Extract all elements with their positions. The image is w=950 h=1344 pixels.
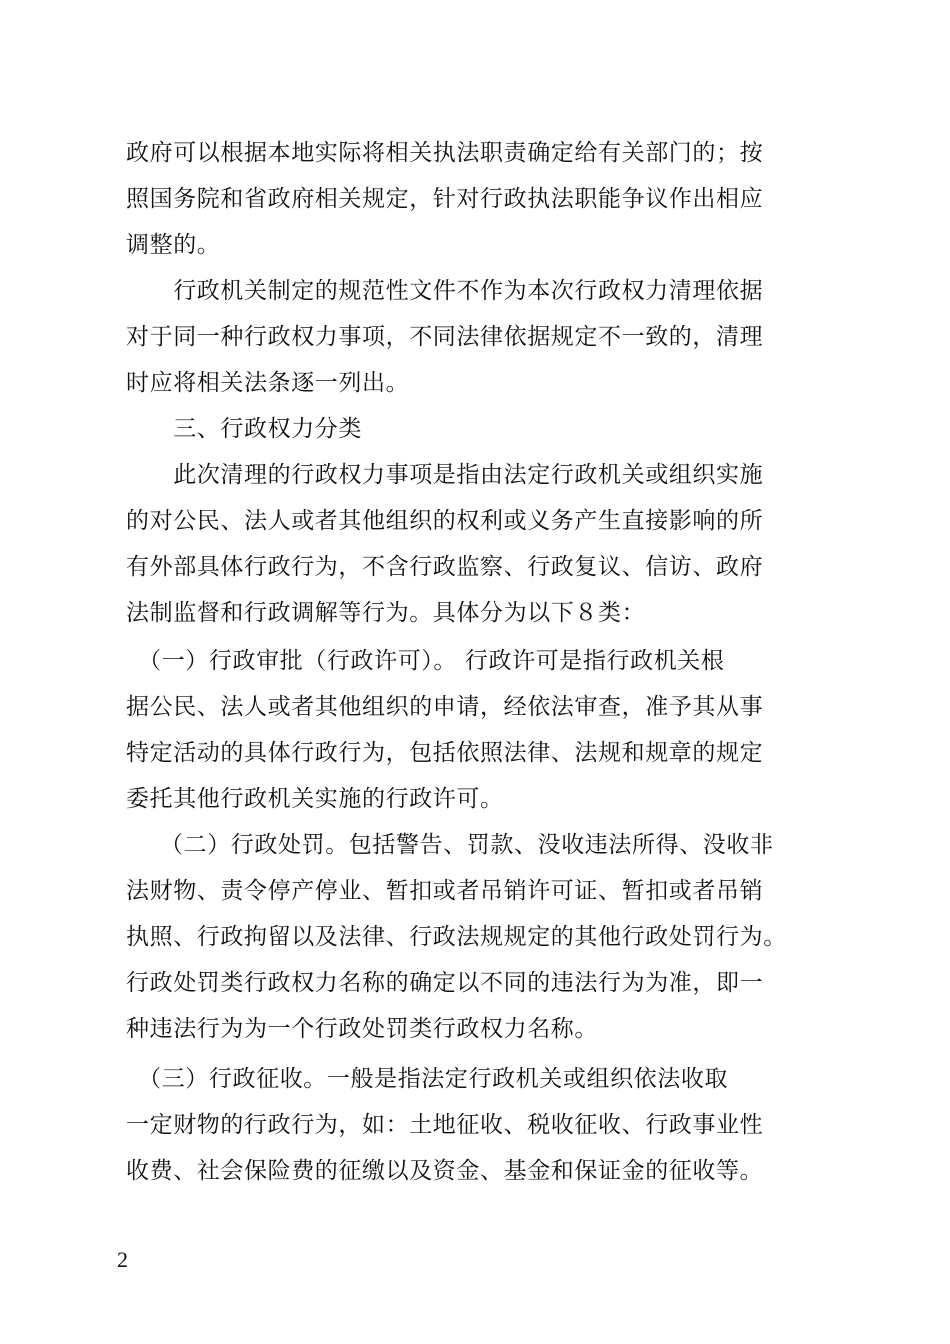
text-line: 收费、社会保险费的征缴以及资金、基金和保证金的征收等。 [126, 1158, 764, 1184]
text-line: （一）行政审批（行政许可）。 行政许可是指行政机关根 [126, 648, 725, 674]
page-number: 2 [117, 1247, 128, 1272]
text-line: （二）行政处罚。包括警告、罚款、没收违法所得、没收非 [160, 832, 774, 858]
text-line: （三）行政征收。一般是指法定行政机关或组织依法收取 [126, 1066, 729, 1092]
text-line: 法财物、责令停产停业、暂扣或者吊销许可证、暂扣或者吊销 [126, 878, 764, 904]
text-line: 委托其他行政机关实施的行政许可。 [126, 786, 504, 812]
text-line: 一定财物的行政行为，如：土地征收、税收征收、行政事业性 [126, 1112, 764, 1138]
section-heading: 三、行政权力分类 [126, 416, 362, 442]
text-line: 时应将相关法条逐一列出。 [126, 370, 410, 396]
text-line: 政府可以根据本地实际将相关执法职责确定给有关部门的；按 [126, 140, 764, 166]
text-line: 此次清理的行政权力事项是指由法定行政机关或组织实施 [126, 462, 764, 488]
text-line: 据公民、法人或者其他组织的申请，经依法审查，准予其从事 [126, 694, 764, 720]
text-line: 对于同一种行政权力事项，不同法律依据规定不一致的，清理 [126, 324, 764, 350]
text-line: 法制监督和行政调解等行为。具体分为以下８类： [126, 600, 646, 626]
text-line: 种违法行为为一个行政处罚类行政权力名称。 [126, 1016, 598, 1042]
text-line: 行政处罚类行政权力名称的确定以不同的违法行为为准，即一 [126, 970, 764, 996]
text-line: 照国务院和省政府相关规定，针对行政执法职能争议作出相应 [126, 186, 764, 212]
text-line: 行政机关制定的规范性文件不作为本次行政权力清理依据 [126, 278, 764, 304]
text-line: 特定活动的具体行政行为，包括依照法律、法规和规章的规定 [126, 740, 764, 766]
text-line: 有外部具体行政行为，不含行政监察、行政复议、信访、政府 [126, 554, 764, 580]
text-line: 的对公民、法人或者其他组织的权利或义务产生直接影响的所 [126, 508, 764, 534]
text-line: 执照、行政拘留以及法律、行政法规规定的其他行政处罚行为。 [126, 924, 787, 950]
text-line: 调整的。 [126, 232, 221, 258]
